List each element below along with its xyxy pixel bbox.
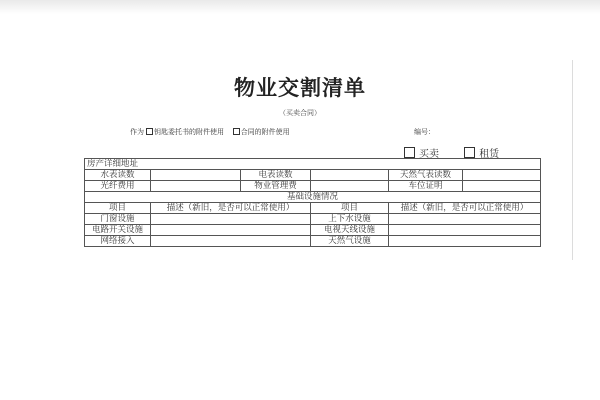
type-option-sale: 买卖 bbox=[419, 149, 439, 160]
cell-plumbing-label: 上下水设施 bbox=[311, 214, 389, 225]
cell-item-header-right: 项目 bbox=[311, 203, 389, 214]
cell-item-header-left: 项目 bbox=[85, 203, 151, 214]
cell-desc-header-left: 描述（新旧，是否可以正常使用） bbox=[151, 203, 311, 214]
cell-property-fee-value[interactable] bbox=[311, 181, 389, 192]
table-row bbox=[85, 203, 541, 214]
checkbox-sale[interactable] bbox=[404, 147, 415, 158]
cell-tv-cable-label: 电视天线设施 bbox=[311, 225, 389, 236]
usage-line bbox=[130, 127, 290, 137]
cell-water-meter-value[interactable] bbox=[151, 170, 241, 181]
cell-gas-facility-value[interactable] bbox=[389, 236, 541, 247]
cell-gas-facility-label: 天然气设施 bbox=[311, 236, 389, 247]
cell-electric-meter-value[interactable] bbox=[311, 170, 389, 181]
cell-desc-header-right: 描述（新旧，是否可以正常使用） bbox=[389, 203, 541, 214]
table-row bbox=[85, 181, 541, 192]
cell-parking-proof-value[interactable] bbox=[463, 181, 541, 192]
cell-address-label: 房产详细地址 bbox=[85, 159, 541, 170]
cell-plumbing-value[interactable] bbox=[389, 214, 541, 225]
cell-fiber-fee-value[interactable] bbox=[151, 181, 241, 192]
cell-facilities-header: 基础设施情况 bbox=[85, 192, 541, 203]
cell-parking-proof-label: 车位证明 bbox=[389, 181, 463, 192]
checkbox-rent[interactable] bbox=[464, 147, 475, 158]
cell-door-window-label: 门窗设施 bbox=[85, 214, 151, 225]
handover-table bbox=[84, 158, 541, 247]
table-row bbox=[85, 192, 541, 203]
cell-property-fee-label: 物业管理费 bbox=[241, 181, 311, 192]
usage-option-key-entrust: 钥匙委托书的附件使用 bbox=[154, 128, 224, 136]
cell-electrical-switch-label: 电路开关设施 bbox=[85, 225, 151, 236]
table-row bbox=[85, 225, 541, 236]
checkbox-key-entrust[interactable] bbox=[146, 128, 153, 135]
document-title: 物业交割清单 bbox=[234, 76, 366, 100]
table-row bbox=[85, 236, 541, 247]
document-subtitle: （买卖合同） bbox=[279, 109, 321, 117]
cell-tv-cable-value[interactable] bbox=[389, 225, 541, 236]
top-shadow bbox=[0, 0, 600, 14]
cell-water-meter-label: 水表读数 bbox=[85, 170, 151, 181]
usage-option-contract: 合同的附件使用 bbox=[240, 128, 290, 136]
number-label: 编号： bbox=[414, 128, 435, 136]
cell-door-window-value[interactable] bbox=[151, 214, 311, 225]
cell-gas-meter-value[interactable] bbox=[463, 170, 541, 181]
cell-network-label: 网络接入 bbox=[85, 236, 151, 247]
cell-network-value[interactable] bbox=[151, 236, 311, 247]
table-row bbox=[85, 170, 541, 181]
cell-fiber-fee-label: 光纤费用 bbox=[85, 181, 151, 192]
cell-electrical-switch-value[interactable] bbox=[151, 225, 311, 236]
table-row bbox=[85, 159, 541, 170]
table-row bbox=[85, 214, 541, 225]
cell-gas-meter-label: 天然气表读数 bbox=[389, 170, 463, 181]
cell-electric-meter-label: 电表读数 bbox=[241, 170, 311, 181]
type-option-rent: 租赁 bbox=[479, 149, 500, 160]
checkbox-contract[interactable] bbox=[233, 128, 240, 135]
usage-prefix: 作为 bbox=[130, 128, 144, 136]
